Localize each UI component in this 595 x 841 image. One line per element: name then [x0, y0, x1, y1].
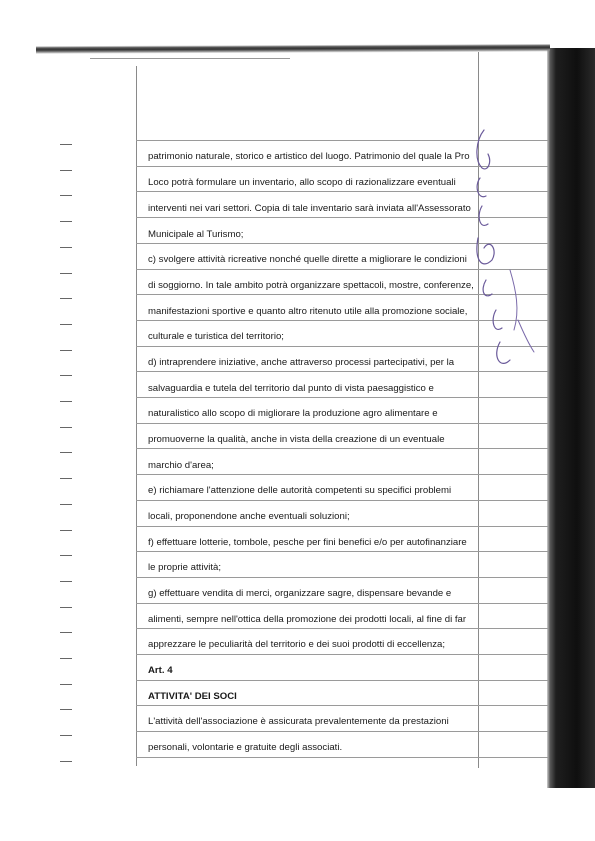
ruled-line: [136, 628, 548, 629]
handwritten-signature: [470, 120, 540, 380]
margin-dash: [60, 298, 72, 299]
article-title: ATTIVITA' DEI SOCI: [148, 691, 237, 702]
text-line-18: g) effettuare vendita di merci, organizzare sagre, dispensare bevande e: [148, 588, 452, 599]
text-line-16: f) effettuare lotterie, tombole, pesche per fini benefici e/o per autofinanziare: [148, 537, 467, 548]
margin-dash: [60, 478, 72, 479]
text-line-14: e) richiamare l'attenzione delle autorità competenti su specifici problemi: [148, 485, 452, 496]
ruled-line: [136, 500, 548, 501]
ruled-line: [136, 423, 548, 424]
margin-dash: [60, 735, 72, 736]
text-line-19: alimenti, sempre nell'ottica della promozione dei prodotti locali, al fine di far: [148, 614, 467, 625]
margin-dash: [60, 247, 72, 248]
margin-dash: [60, 581, 72, 582]
text-line-12: promuoverne la qualità, anche in vista della creazione di un eventuale: [148, 434, 445, 445]
margin-dash: [60, 195, 72, 196]
ruled-line: [136, 526, 548, 527]
text-line-20: apprezzare le peculiarità del territorio e dei suoi prodotti di eccellenza;: [148, 639, 446, 650]
margin-dash: [60, 324, 72, 325]
text-line-4: Municipale al Turismo;: [148, 229, 244, 240]
article-heading: Art. 4: [148, 665, 173, 676]
text-line-15: locali, proponendone anche eventuali soluzioni;: [148, 511, 350, 522]
margin-dash: [60, 144, 72, 145]
margin-dash: [60, 684, 72, 685]
margin-dash: [60, 273, 72, 274]
text-line-8: culturale e turistica del territorio;: [148, 331, 284, 342]
text-line-24: personali, volontarie e gratuite degli associati.: [148, 742, 343, 753]
text-line-17: le proprie attività;: [148, 562, 222, 573]
margin-dash: [60, 607, 72, 608]
ruled-line: [136, 397, 548, 398]
ruled-line: [136, 577, 548, 578]
text-line-10: salvaguardia e tutela del territorio dal punto di vista paesaggistico e: [148, 383, 434, 394]
margin-dash: [60, 632, 72, 633]
margin-dash: [60, 350, 72, 351]
margin-dash: [60, 761, 72, 762]
ruled-line: [136, 757, 548, 758]
margin-dash: [60, 658, 72, 659]
text-line-7: manifestazioni sportive e quanto altro ritenuto utile alla promozione sociale,: [148, 306, 468, 317]
ruled-line: [136, 654, 548, 655]
text-line-9: d) intraprendere iniziative, anche attraverso processi partecipativi, per la: [148, 357, 455, 368]
text-line-6: di soggiorno. In tale ambito potrà organizzare spettacoli, mostre, conferenze,: [148, 280, 474, 291]
ruled-line: [136, 680, 548, 681]
text-line-5: c) svolgere attività ricreative nonché quelle dirette a migliorare le condizioni: [148, 254, 467, 265]
ruled-line: [136, 448, 548, 449]
margin-dash: [60, 170, 72, 171]
margin-dash: [60, 530, 72, 531]
margin-dash: [60, 709, 72, 710]
margin-dash: [60, 555, 72, 556]
text-line-11: naturalistico allo scopo di migliorare la produzione agro alimentare e: [148, 408, 438, 419]
margin-dash: [60, 504, 72, 505]
ruled-line: [136, 474, 548, 475]
left-margin-line: [136, 66, 137, 766]
margin-dash: [60, 401, 72, 402]
text-line-13: marchio d'area;: [148, 460, 214, 471]
ruled-line: [136, 705, 548, 706]
top-border-rule-thin: [90, 58, 290, 59]
ruled-line: [136, 731, 548, 732]
top-border-rule: [36, 44, 550, 54]
text-line-3: interventi nei vari settori. Copia di tale inventario sarà inviata all'Assessorato: [148, 203, 471, 214]
text-line-1: patrimonio naturale, storico e artistico del luogo. Patrimonio del quale la Pro: [148, 151, 470, 162]
scan-shadow-edge: [547, 48, 595, 788]
text-line-23: L'attività dell'associazione è assicurata prevalentemente da prestazioni: [148, 716, 449, 727]
ruled-line: [136, 603, 548, 604]
text-line-2: Loco potrà formulare un inventario, allo scopo di razionalizzare eventuali: [148, 177, 456, 188]
margin-dash: [60, 221, 72, 222]
margin-dash: [60, 427, 72, 428]
margin-dash: [60, 375, 72, 376]
margin-dash: [60, 452, 72, 453]
ruled-line: [136, 551, 548, 552]
